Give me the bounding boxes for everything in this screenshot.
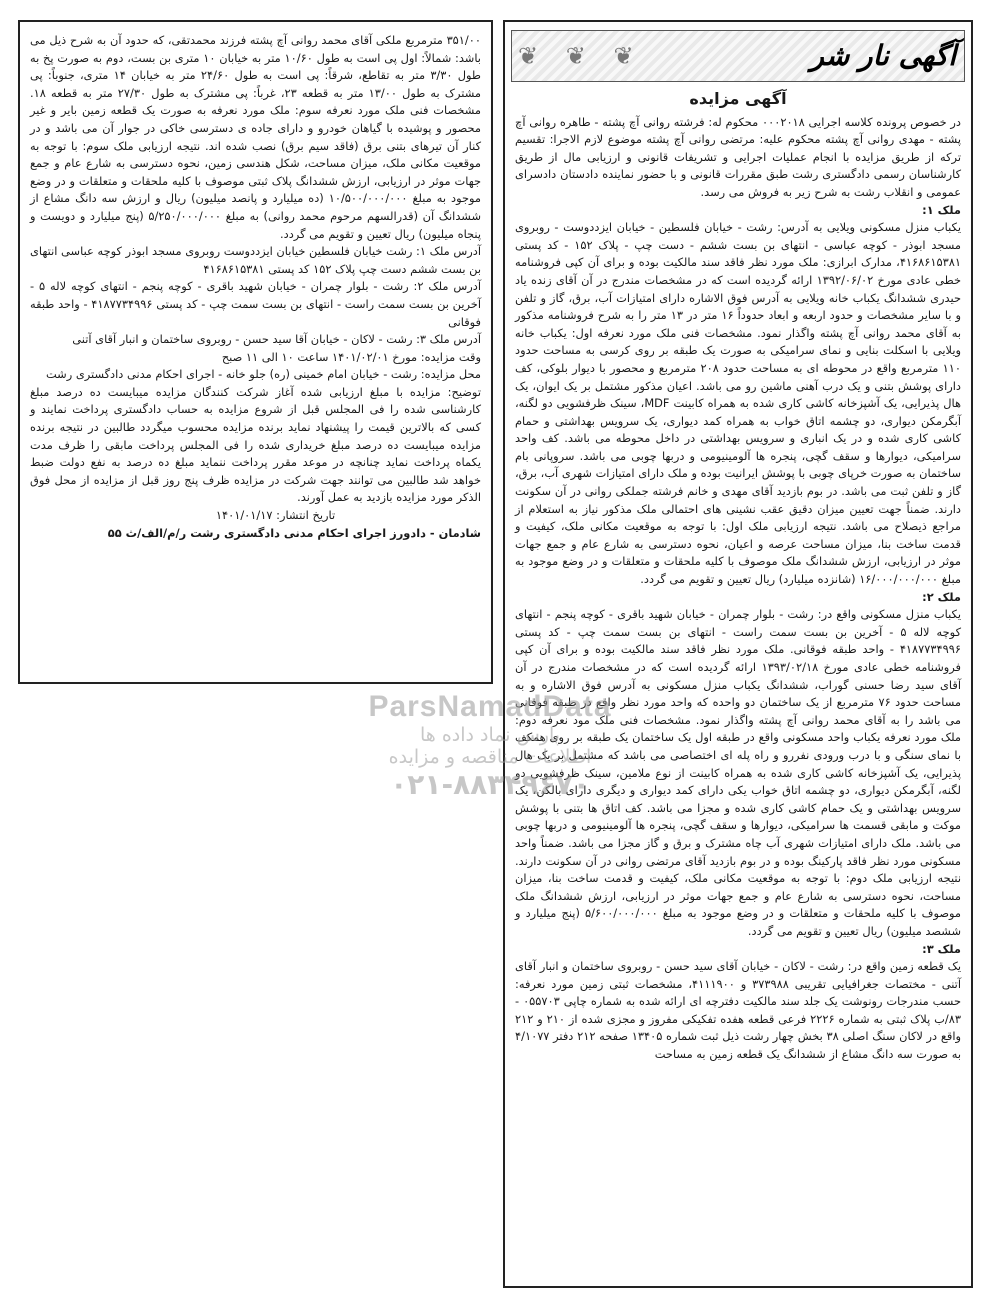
left-column — [18, 20, 493, 684]
auction-time: وقت مزایده: مورخ ۱۴۰۱/۰۲/۰۱ ساعت ۱۰ الی ۱۱ صبح — [221, 349, 481, 364]
notice-title: آگهی مزایده — [689, 89, 787, 108]
property-2-text: یکباب منزل مسکونی واقع در: رشت - بلوار چمران - خیابان شهید باقری - کوچه پنجم - انتهای کوچه لاله ۵ - آخرین بن بست سمت راست - انتهای بن بست سمت چپ - کد پستی ۴۱۸۷۷۳۴۹۹۶ - واحد طبقه فوقانی. ملک مورد نظر فاقد سند مالکیت بوده و برای آن کپی فروشنامه خطی عادی مورخ ۱۳۹۳/۰۲/۱۸ ارائه گردیده است که در مشخصات مندرج در آن آقای سید رضا حسنی گوراب، ششدانگ یکباب منزل مسکونی به آدرس فوق الاشاره و به مساحت حدود ۷۶ مترمربع از یک ساختمان دو واحده که واحد مورد نظر واقع در طبقه فوقانی می باشد را به آقای محمد روانی آچ پشته واگذار نمود. مشخصات فنی ملک مود نعرفه دوم: ملک مورد نعرفه یکباب واحد مسکونی واقع در طبقه اول یک ساختمان یک طبقه بر روی همکف با نمای سنگی و با درب ورودی نفررو و راه پله ای اختصاصی می باشد که مشتمل بر یک هال پذیرایی، یک آشپزخانه کاشی کاری شده به همراه کابینت از نوع ملامین، سینک ظرفشویی دو لگنه، آبگرمکن دیواری، دو چشمه اتاق خواب یکی دارای کمد دیواری و دیگری دارای بالکن، یک سرویس بهداشتی و یک حمام کاشی کاری شده و مجزا می باشد. کف اتاق ها بتنی با پوشش موکت و مابقی قسمت ها سرامیکی، دیوارها و سقف گچی، پنجره ها آلومینیومی و دربها چوبی می باشد. ملک دارای امتیازات شهری آب چاه مشترک و برق و گاز مجزا می باشد. ضمناً واحد مسکونی مورد نظر فاقد پارکینگ بوده و در بوم بازدید آقای مرتضی روانی در آن سکونت دارند. نتیجه ارزیابی ملک دوم: با توجه به موقعیت مکانی ملک، کیفیت و قدمت ساخت بنا، میزان مساحت، نحوه دسترسی به شارع عام و جمع جهات موثر در ارزیابی، ارزش ششدانگ ملک موصوف با کلیه ملحقات و متعلقات و در وضع موجود به مبلغ ۵/۶۰۰/۰۰۰/۰۰۰ (پنج میلیارد و ششصد میلیون) ریال تعیین و تقویم می گردد. — [515, 607, 962, 938]
intro-paragraph: در خصوص پرونده کلاسه اجرایی ۰۰۰۲۰۱۸ محکوم له: فرشته روانی آچ پشته - طاهره روانی آچ پشته - مهدی روانی آچ پشته محکوم علیه: مرتضی روانی آچ پشته موضوع لازم الاجرا: تقسیم ترکه از طریق مزایده با انجام عملیات اجرایی و تشریفات قانونی و ارزیابی مال از طریق کارشناسان رسمی دادگستری رشت طبق مقررات قانونی و با حضور نماینده دادستان دادسرای عمومی و انقلاب رشت به شرح زیر به فروش می رسد. — [515, 114, 961, 199]
property-1-text: یکباب منزل مسکونی ویلایی به آدرس: رشت - خیابان فلسطین - خیابان ایزددوست - روبروی مسجد ابوذر - کوچه عباسی - انتهای بن بست ششم - دست چپ - پلاک ۱۵۲ - کد پستی ۴۱۶۸۶۱۵۳۸۱، مدارک ابرازی: ملک مورد نظر فاقد سند مالکیت بوده و برای آن کپی فروشنامه خطی عادی مورخ ۱۳۹۲/۰۶/۰۲ ارائه گردیده است که در مشخصات مندرج در آن آقای زنده یاد حیدری ششدانگ یکباب خانه ویلایی به آدرس فوق الاشاره دارای امتیازات آب، برق، گاز و تلفن و با سایر مشخصات و حدود اربعه و ابعاد حدوداً ۱۶ متر در ۱۳ متر را به شرح فروشنامه مذکور به آقای محمد روانی آچ پشته واگذار نمود. مشخصات فنی ملک مورد نعرفه اول: یکباب خانه ویلایی با اسکلت بنایی و نمای سرامیکی به صورت یک طبقه بر روی کرسی به مساحت حدود ۱۱۰ مترمربع واقع در محوطه ای به مساحت حدود ۲۰۸ مترمربع و محصور با دیوار بلوکی، کف دارای پوشش بتنی و یک درب آهنی ماشین رو می باشد. اعیان مذکور مشتمل بر یک ایوان، یک هال پذیرایی، یک آشپزخانه کاشی کاری شده به همراه کابینت MDF، سینک ظرفشویی دو لگنه، آبگرمکن دیواری، دو چشمه اتاق خواب به همراه کمد دیواری، یک سرویس بهداشتی و حمام کاشی کاری شده و در یک انباری و سرویس بهداشتی در داخل محوطه می باشد. کف واحد سرامیکی، دیوارها و سقف گچی، پنجره ها آلومینیومی و دربها چوبی می باشد. سروپانی بام ساختمان به صورت خرپای چوبی با پوشش ایرانیت بوده و ملک دارای امتیازات شهری آب، برق، گاز و تلفن ثبت می باشد. در بوم بازدید آقای مهدی و خانم فرشته جملکی روانی در آن سکونت دارند. ضمناً جهت تعیین میزان دقیق عقب نشینی های احتمالی ملک مذکور نیاز به استعلام از مراجع ذیصلاح می باشد. نتیجه ارزیابی ملک اول: با توجه به موقعیت مکانی ملک، کیفیت و قدمت ساخت بنا، میزان مساحت عرصه و اعیان، نحوه دسترسی به شارع عام و جمع جهات موثر در ارزیابی، ارزش ششدانگ ملک موصوف با کلیه ملحقات و متعلقات و در وضع موجود به مبلغ ۱۶/۰۰۰/۰۰۰/۰۰۰ (شانزده میلیارد) ریال تعیین و تقویم می گردد. — [515, 220, 962, 587]
watermark-line-1: پارس نماد داده ها — [419, 724, 561, 746]
property-3-label: ملک ۳: — [922, 941, 961, 956]
watermark-line-2: اطلاعات مناقصه و مزایده — [388, 746, 592, 768]
property-2-label: ملک ۲: — [922, 589, 961, 604]
property-3-continuation: ۳۵۱/۰۰ مترمربع ملکی آقای محمد روانی آچ پشته فرزند محمدتقی، که حدود آن به شرح ذیل می باشد: شمالاً: اول پی است به طول ۱۰/۶۰ متر به خیابان ۱۰ متری بن بست، دوم به صورت پخ به طول ۳/۳۰ متر به تقاطع، شرقاً: پی است به طول ۲۴/۶۰ متر به خیابان ۱۴ متری، جنوباً: پی مشترک به طول ۱۳/۰۰ متر به قطعه ۲۳، غرباً: پی مشترک به طول ۲۷/۳۰ متر به قطعه ۱۸. مشخصات فنی ملک مورد نعرفه سوم: ملک مورد نعرفه به صورت یک قطعه زمین بایر و غیر محصور و پوشیده با گیاهان خودرو و دارای جاده ی دسترسی خاکی در جوار آن می باشد و در کنار آن تیرهای بتنی برق (فاقد سیم برق) نصب شده اند. نتیجه ارزیابی ملک سوم: با توجه به موقعیت مکانی ملک، میزان مساحت، شکل هندسی زمین، نحوه دسترسی به شارع عام و جمع جهات موثر در ارزیابی، ارزش ششدانگ پلاک ثبتی موصوف با کلیه ملحقات و متعلقات و در وضع موجود به مبلغ ۱۰/۵۰۰/۰۰۰/۰۰۰ (ده میلیارد و پانصد میلیون) ریال و ارزش سه دانگ مشاع از ششدانگ آن (قدرالسهم مرحوم محمد روانی) به مبلغ ۵/۲۵۰/۰۰۰/۰۰۰ (پنج میلیارد و دویست و پنجاه میلیون) ریال تعیین و تقویم می گردد. — [30, 33, 482, 241]
property-3-text: یک قطعه زمین واقع در: رشت - لاکان - خیابان آقای سید حسن - روبروی ساختمان و انبار آقای آتنی - مختصات جغرافیایی تقریبی ۳۷۳۹۸۸ و ۴۱۱۱۹۰۰، مشخصات ثبتی زمین مورد نعرفه: حسب مندرجات رونوشت یک جلد سند مالکیت دفترچه ای ارائه شده به شماره چاپی ۰۵۵۷۰۳ - ۸۳/ب پلاک ثبتی به شماره ۲۲۲۶ فرعی قطعه هفده تفکیکی مفروز و مجزی شده از ۲۱۰ و ۲۱۲ واقع در لاکان سنگ اصلی ۳۸ بخش چهار رشت ذیل ثبت شماره ۱۳۴۰۵ صفحه ۲۱۲ دفتر ۴/۱۰۷۷ به صورت سه دانگ مشاع از ششدانگ یک قطعه زمین به مساحت — [515, 959, 962, 1062]
header-banner — [511, 30, 965, 82]
address-property-1: آدرس ملک ۱: رشت خیابان فلسطین خیابان ایزددوست روبروی مسجد ابوذر کوچه عباسی انتهای بن بست ششم دست چپ پلاک ۱۵۲ کد پستی ۴۱۶۸۶۱۵۳۸۱ — [30, 244, 482, 276]
floral-ornament-icon: ❦ ❦ ❦ — [518, 42, 644, 70]
auction-location: محل مزایده: رشت - خیابان امام خمینی (ره) جلو خانه - اجرای احکام مدنی دادگستری رشت — [45, 367, 481, 382]
right-column — [503, 20, 973, 1288]
property-1-label: ملک ۱: — [922, 202, 961, 217]
publication-date: تاریخ انتشار: ۱۴۰۱/۰۱/۱۷ — [215, 508, 336, 523]
watermark-brand: ParsNamadData — [368, 690, 612, 723]
signature-line: شادمان - دادورز اجرای احکام مدنی دادگستری رشت ر/م/الف/ث ۵۵ — [107, 525, 481, 540]
banner-title: آگهی نار شر — [810, 39, 956, 72]
address-property-3: آدرس ملک ۳: رشت - لاکان - خیابان آقا سید حسن - روبروی ساختمان و انبار آقای آتنی — [72, 332, 481, 347]
auction-notes: توضیح: مزایده با مبلغ ارزیابی شده آغاز شرکت کنندگان مزایده میبایست ده درصد مبلغ کارشناسی شده را فی المجلس قبل از شروع مزایده به حساب دادگستری پرداخت نمایند و کسی که بالاترین قیمت را پیشنهاد نماید برنده مزایده محسوب میگردد طالبین در نتیجه برنده مزایده میبایست ده درصد مبلغ خریداری شده را فی المجلس پرداخت مابقی را ظرف مدت یکماه پرداخت نماید چنانچه در موعد مقرر پرداخت ننماید مبلغ ده درصد به نفع دولت ضبط خواهد شد طالبین می توانند جهت شرکت در مزایده ظرف پنج روز قبل از مزایده از محل فوق الذکر مورد مزایده بازدید به عمل آورند. — [30, 384, 481, 505]
watermark-phone: ۰۲۱-۸۸۳۴۹۶۷۰ — [390, 768, 590, 801]
address-property-2: آدرس ملک ۲: رشت - بلوار چمران - خیابان شهید باقری - کوچه پنجم - انتهای کوچه لاله ۵ - آخرین بن بست سمت راست - انتهای بن بست سمت چپ - کد پستی ۴۱۸۷۷۳۴۹۹۶ - واحد طبقه فوقانی — [30, 279, 482, 329]
